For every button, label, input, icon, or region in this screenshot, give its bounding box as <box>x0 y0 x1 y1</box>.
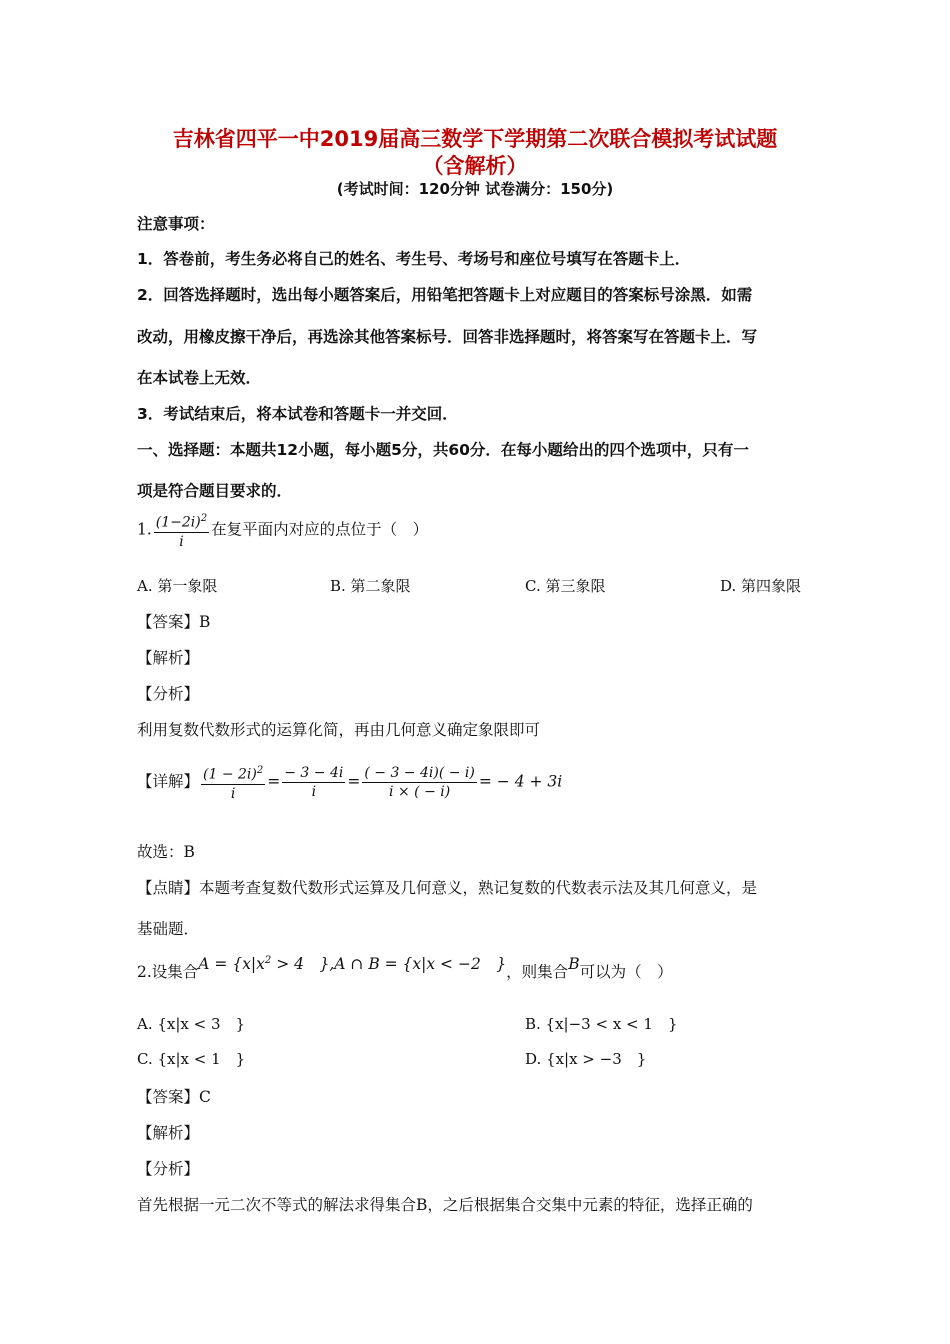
question-1-text: 在复平面内对应的点位于（ ） <box>211 520 429 539</box>
q1-dianjing: 【点睛】本题考查复数代数形式运算及几何意义，熟记复数的代数表示法及其几何意义，是 <box>137 879 758 897</box>
q1-dianjing-cont: 基础题． <box>137 920 200 938</box>
q2-fenxi-text: 首先根据一元二次不等式的解法求得集合B，之后根据集合交集中元素的特征，选择正确的 <box>137 1196 753 1214</box>
question-1-number: 1. <box>137 520 152 539</box>
q1-option-a: A. 第一象限 <box>137 577 218 595</box>
set-a-tail: > 4 }, <box>271 955 335 973</box>
q1-detail <box>137 762 562 803</box>
detail-result: = − 4 + 3i <box>478 772 563 791</box>
q1-option-c: C. 第三象限 <box>525 577 606 595</box>
detail-fraction-3 <box>362 764 477 801</box>
exam-info: (考试时间：120分钟 试卷满分：150分) <box>336 180 614 198</box>
notice-item-3: 3．考试结束后，将本试卷和答题卡一并交回． <box>137 405 458 423</box>
q1-jiexi-label: 【解析】 <box>137 649 200 667</box>
set-a-definition <box>198 955 506 973</box>
equals-sign-2: = <box>347 772 361 791</box>
set-a-exp: 2 <box>264 954 272 966</box>
q2-option-d: D. {x|x > −3 } <box>525 1050 647 1068</box>
q2-option-c: C. {x|x < 1 } <box>137 1050 246 1068</box>
notice-item-2-end: 在本试卷上无效． <box>137 369 262 387</box>
notice-item-2: 2．回答选择题时，选出每小题答案后，用铅笔把答题卡上对应题目的答案标号涂黑．如需 <box>137 286 753 304</box>
question-1 <box>137 510 428 551</box>
notice-heading: 注意事项： <box>137 215 215 233</box>
q2-option-b: B. {x|−3 < x < 1 } <box>525 1015 678 1033</box>
q1-fenxi-label: 【分析】 <box>137 685 200 703</box>
frac-exponent: 2 <box>200 513 208 524</box>
detail-num-1: (1 − 2i) <box>203 766 257 783</box>
detail-num-2: − 3 − 4i <box>284 764 344 781</box>
q1-option-d: D. 第四象限 <box>720 577 802 595</box>
q1-fenxi-text: 利用复数代数形式的运算化简，再由几何意义确定象限即可 <box>137 721 541 739</box>
notice-item-1: 1．答卷前，考生务必将自己的姓名、考生号、考场号和座位号填写在答题卡上． <box>137 250 691 268</box>
question-2-mid: ，则集合 <box>506 963 569 981</box>
detail-num-3: ( − 3 − 4i)( − i) <box>364 764 475 781</box>
q1-option-b: B. 第二象限 <box>330 577 411 595</box>
detail-den-1: i <box>230 785 236 802</box>
detail-exp-1: 2 <box>256 765 264 776</box>
question-2-prefix: 2.设集合 <box>137 963 199 981</box>
q1-detail-label: 【详解】 <box>137 772 200 791</box>
detail-den-2: i <box>311 783 317 800</box>
detail-fraction-1 <box>201 762 265 803</box>
section-heading-cont: 项是符合题目要求的． <box>137 482 293 500</box>
q1-answer: 【答案】B <box>137 613 211 631</box>
frac-numerator: (1−2i) <box>155 514 201 531</box>
equals-sign: = <box>267 772 281 791</box>
q1-conclusion: 故选：B <box>137 843 195 861</box>
question-1-fraction <box>154 510 209 551</box>
section-heading: 一、选择题：本题共12小题，每小题5分，共60分．在每小题给出的四个选项中，只有一 <box>137 441 749 459</box>
q2-option-a: A. {x|x < 3 } <box>137 1015 246 1033</box>
intersection: A ∩ B = {x|x < −2 } <box>334 955 507 973</box>
set-a: A = {x|x <box>198 955 265 973</box>
question-2-suffix: 可以为（ ） <box>579 963 673 981</box>
document-title: 吉林省四平一中2019届高三数学下学期第二次联合模拟考试试题 <box>172 127 778 151</box>
set-b: B <box>568 955 580 973</box>
document-title-suffix: （含解析） <box>422 154 528 178</box>
notice-item-2-cont: 改动，用橡皮擦干净后，再选涂其他答案标号．回答非选择题时，将答案写在答题卡上．写 <box>137 328 758 346</box>
question-2 <box>137 954 673 982</box>
q2-answer: 【答案】C <box>137 1088 211 1106</box>
q2-jiexi-label: 【解析】 <box>137 1124 200 1142</box>
detail-fraction-2 <box>282 764 345 801</box>
detail-den-3: i × ( − i) <box>389 783 451 800</box>
frac-denominator: i <box>179 533 184 550</box>
q2-fenxi-label: 【分析】 <box>137 1160 200 1178</box>
